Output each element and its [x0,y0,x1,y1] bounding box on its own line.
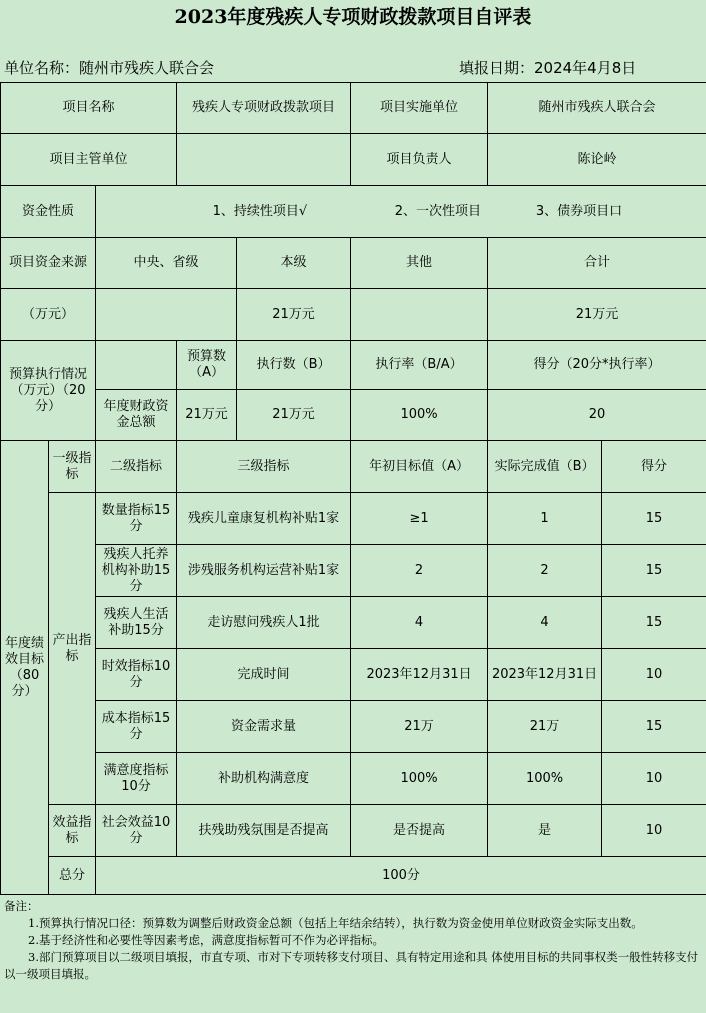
table-row [1,597,706,649]
target-cell: 21万 [351,701,488,753]
annual-fund-label: 年度财政资金总额 [96,390,177,441]
benefit-indicator-label: 效益指标 [49,805,96,857]
table-row [1,545,706,597]
exec-value: 21万元 [237,390,351,441]
actual-cell: 21万 [488,701,602,753]
impl-unit-label: 项目实施单位 [351,83,488,134]
score-header: 得分 [602,441,706,493]
actual-cell: 2023年12月31日 [488,649,602,701]
level3-cell: 资金需求量 [177,701,351,753]
output-indicator-label: 产出指标 [49,493,96,805]
budget-score-value: 20 [488,390,706,441]
level3-cell: 残疾儿童康复机构补贴1家 [177,493,351,545]
budget-header: 预算数（A） [177,341,237,390]
note-item: 1.预算执行情况口径：预算数为调整后财政资金总额（包括上年结余结转），执行数为资金使用单位财政资金实际支出数。 [28,916,643,930]
actual-header: 实际完成值（B） [488,441,602,493]
budget-value: 21万元 [177,390,237,441]
target-cell: 2 [351,545,488,597]
level3-cell: 完成时间 [177,649,351,701]
table-row [1,441,706,493]
table-row [1,134,706,186]
target-cell: 100% [351,753,488,805]
table-row [1,649,706,701]
notes [4,898,702,983]
fill-date: 填报日期：2024年4月8日 [459,59,637,77]
table-row [1,238,706,289]
fund-source-other: 其他 [351,238,488,289]
total-value: 100分 [96,857,706,895]
fund-source-label: 项目资金来源 [1,238,96,289]
nature-option-3: 3、债券项目口 [535,203,623,219]
score-cell: 15 [602,493,706,545]
table-row [1,341,706,390]
perf-goal-label: 年度绩效目标（80分） [1,441,49,895]
level2-cell: 残疾人托养机构补助15分 [96,545,177,597]
target-cell: ≥1 [351,493,488,545]
level2-cell: 社会效益10分 [96,805,177,857]
notes-title: 备注： [4,899,39,913]
table-row [1,753,706,805]
project-name: 残疾人专项财政拨款项目 [177,83,351,134]
table-row [1,857,706,895]
unit-name: 单位名称：随州市残疾人联合会 [4,59,215,77]
actual-cell: 4 [488,597,602,649]
level2-cell: 时效指标10分 [96,649,177,701]
supervisor-label: 项目主管单位 [1,134,177,186]
table-row [1,289,706,341]
fund-source-central: 中央、省级 [96,238,237,289]
level2-cell: 满意度指标10分 [96,753,177,805]
level3-cell: 扶残助残氛围是否提高 [177,805,351,857]
table-row [1,493,706,545]
target-cell: 4 [351,597,488,649]
score-cell: 15 [602,597,706,649]
actual-cell: 是 [488,805,602,857]
project-name-label: 项目名称 [1,83,177,134]
level2-cell: 残疾人生活补助15分 [96,597,177,649]
fund-source-local: 本级 [237,238,351,289]
score-cell: 10 [602,753,706,805]
table-row [1,390,706,441]
score-cell: 10 [602,805,706,857]
actual-cell: 100% [488,753,602,805]
actual-cell: 1 [488,493,602,545]
budget-score-header: 得分（20分*执行率） [488,341,706,390]
level2-cell: 成本指标15分 [96,701,177,753]
nature-option-1: 1、持续性项目√ [212,203,308,219]
rate-value: 100% [351,390,488,441]
leader-value: 陈论岭 [488,134,706,186]
total-label: 总分 [49,857,96,895]
fund-unit-label: （万元） [1,289,96,341]
rate-header: 执行率（B/A） [351,341,488,390]
note-item: 3.部门预算项目以二级项目填报，市直专项、市对下专项转移支付项目、具有特定用途和具 体使用目标的共同事权类一般性转移支付以一级项目填报。 [4,950,699,981]
score-cell: 10 [602,649,706,701]
nature-option-2: 2、一次性项目 [394,203,482,219]
blank-cell [96,341,177,390]
impl-unit: 随州市残疾人联合会 [488,83,706,134]
table-row [1,805,706,857]
fund-local-value: 21万元 [237,289,351,341]
table-row [1,701,706,753]
score-cell: 15 [602,545,706,597]
table-row [1,186,706,238]
target-cell: 是否提高 [351,805,488,857]
level2-cell: 数量指标15分 [96,493,177,545]
target-header: 年初目标值（A） [351,441,488,493]
fund-total-value: 21万元 [488,289,706,341]
fund-nature-label: 资金性质 [1,186,96,238]
supervisor-value [177,134,351,186]
fund-central-value [96,289,237,341]
level3-header: 三级指标 [177,441,351,493]
exec-header: 执行数（B） [237,341,351,390]
fund-source-total: 合计 [488,238,706,289]
level3-cell: 补助机构满意度 [177,753,351,805]
level1-header: 一级指标 [49,441,96,493]
level2-header: 二级指标 [96,441,177,493]
level3-cell: 走访慰问残疾人1批 [177,597,351,649]
actual-cell: 2 [488,545,602,597]
level3-cell: 涉残服务机构运营补贴1家 [177,545,351,597]
fund-nature-options [96,186,706,238]
fund-other-value [351,289,488,341]
target-cell: 2023年12月31日 [351,649,488,701]
score-cell: 15 [602,701,706,753]
note-item: 2.基于经济性和必要性等因素考虑，满意度指标暂可不作为必评指标。 [28,933,384,947]
table-row [1,83,706,134]
leader-label: 项目负责人 [351,134,488,186]
budget-exec-label: 预算执行情况（万元）（20分） [1,341,96,441]
evaluation-table [0,82,706,895]
page-title: 2023年度残疾人专项财政拨款项目自评表 [174,6,532,28]
